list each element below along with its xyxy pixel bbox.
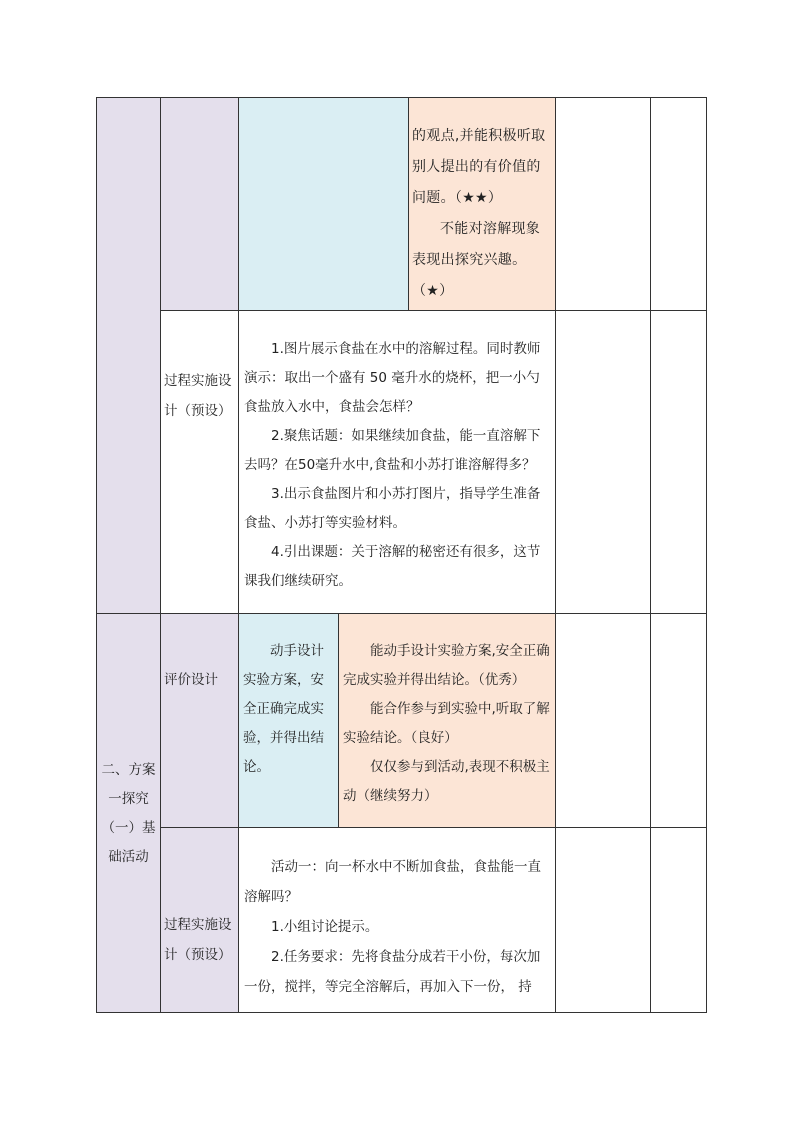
col-line-1	[160, 97, 161, 1013]
table-border-top	[96, 97, 706, 98]
eval-level-line: 能动手设计实验方案,安全正确完成实验并得出结论。（优秀）	[343, 643, 550, 688]
eval-goal-cell-section1	[238, 97, 408, 310]
col-line-eval-1	[408, 97, 409, 310]
eval-goal-section2: 动手设计实验方案，安全正确完成实验，并得出结论。	[243, 643, 324, 775]
eval-level-line: 的观点,并能积极听取别人提出的有价值的问题。（★★）	[412, 128, 546, 206]
label-column-section1	[160, 97, 238, 310]
process-step: 3.出示食盐图片和小苏打图片，指导学生准备食盐、小苏打等实验材料。	[244, 486, 541, 531]
table-border-left	[96, 97, 97, 1013]
process-step: 1.图片展示食盐在水中的溶解过程。同时教师演示：取出一个盛有 50 毫升水的烧杯，把一小勺食盐放入水中，食盐会怎样？	[244, 341, 541, 415]
col-line-4	[650, 97, 651, 1013]
process-label-section2: 过程实施设计（预设）	[164, 917, 232, 963]
process-step: 1.小组讨论提示。	[271, 919, 379, 935]
row-line-1	[160, 310, 706, 311]
eval-levels-text-section1	[412, 121, 552, 306]
table-border-bottom	[96, 1012, 706, 1013]
eval-label-section2: 评价设计	[164, 672, 218, 688]
process-step: 2.任务要求：先将食盐分成若干小份，每次加一份，搅拌，等完全溶解后，再加入下一份， 持	[244, 949, 541, 995]
eval-level-line: 仅仅参与到活动,表现不积极主动（继续努力）	[343, 759, 550, 804]
eval-level-line: 能合作参与到实验中,听取了解实验结论。（良好）	[343, 701, 550, 746]
table-border-right	[706, 97, 707, 1013]
row-line-2	[96, 613, 706, 614]
process-step: 2.聚焦话题：如果继续加食盐，能一直溶解下去吗？在50毫升水中,食盐和小苏打谁溶解得多？	[244, 428, 541, 473]
process-label-section1: 过程实施设计（预设）	[164, 373, 232, 419]
stage-label-section2: 二、方案一探究（一）基础活动	[101, 762, 156, 865]
col-line-3	[555, 97, 556, 1013]
eval-level-line: 不能对溶解现象表现出探究兴趣。（★）	[412, 221, 541, 299]
process-step: 4.引出课题：关于溶解的秘密还有很多，这节课我们继续研究。	[244, 544, 541, 589]
process-step: 活动一：向一杯水中不断加食盐，食盐能一直溶解吗？	[244, 859, 541, 905]
stage-column-section1	[96, 97, 160, 613]
col-line-2	[238, 97, 239, 1013]
col-line-eval-2	[338, 613, 339, 827]
eval-levels-section2	[343, 637, 552, 811]
process-lines-section2	[244, 852, 552, 1010]
process-steps-section1	[244, 335, 552, 600]
row-line-3	[160, 827, 706, 828]
